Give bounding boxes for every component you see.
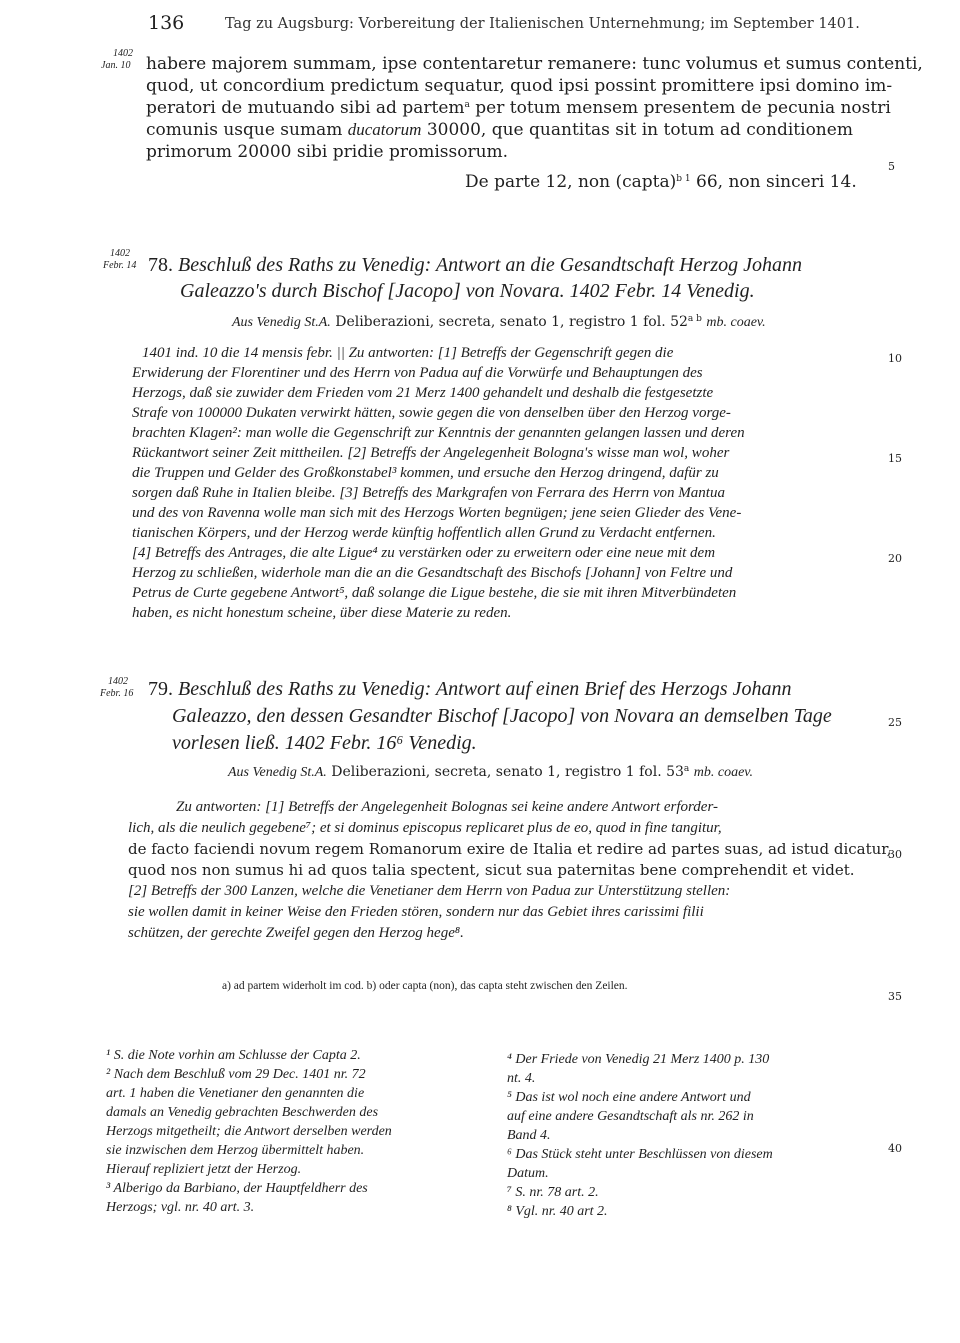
footnote-line: ⁶ Das Stück steht unter Beschlüssen von diesem — [507, 1147, 773, 1162]
text-line: die Truppen und Gelder des Großkonstabel³ kommen, und ersuche den Herzog dringend, dafür zu — [132, 465, 719, 481]
text-fragment: 66, non sinceri 14. — [696, 172, 857, 192]
note-ref: a — [464, 100, 470, 110]
footnote-line: nt. 4. — [507, 1071, 536, 1086]
text-line: haben, es nicht honestum scheine, über diese Materie zu reden. — [132, 605, 512, 621]
source-middle: Deliberazioni, secreta, senato 1, registro 1 fol. 52 — [335, 314, 688, 330]
margin-date-day: Febr. 16 — [100, 688, 134, 699]
line-number: 40 — [888, 1142, 902, 1155]
text-line: habere majorem summam, ipse contentaretur remanere: tunc volumus et sumus contenti, — [146, 54, 923, 74]
footnote-line: Datum. — [507, 1166, 549, 1181]
margin-date-day: Febr. 14 — [103, 260, 137, 271]
note-ref: b 1 — [676, 174, 691, 184]
footnote-line: damals an Venedig gebrachten Beschwerden des — [106, 1105, 379, 1120]
note-ref: a b — [687, 314, 702, 324]
text-line: schützen, der gerechte Zweifel gegen den Herzog hege⁸. — [128, 925, 464, 941]
footnote-line: ⁵ Das ist wol noch eine andere Antwort und — [507, 1090, 751, 1105]
heading-line: Beschluß des Raths zu Venedig: Antwort auf einen Brief des Herzogs Johann — [178, 678, 792, 700]
text-line: [4] Betreffs des Antrages, die alte Ligue⁴ zu verstärken oder zu erweitern oder eine neue mit dem — [132, 545, 716, 561]
text-line: Herzog zu schließen, widerhole man die an die Gesandtschaft des Bischofs [Johann] von Feltre und — [132, 565, 733, 581]
source-line — [228, 763, 753, 782]
heading-line: Galeazzo's durch Bischof [Jacopo] von Novara. 1402 Febr. 14 Venedig. — [180, 280, 755, 302]
footnote-line: ⁷ S. nr. 78 art. 2. — [507, 1185, 599, 1200]
text-fragment: De parte 12, non (capta) — [465, 172, 677, 192]
footnotes-left — [106, 1046, 496, 1217]
source-prefix: Aus Venedig St.A. — [232, 315, 331, 330]
heading-line: vorlesen ließ. 1402 Febr. 16⁶ Venedig. — [172, 732, 477, 754]
document-heading — [148, 676, 791, 702]
page-number: 136 — [148, 12, 185, 34]
footnote-line: Herzogs mitgetheilt; die Antwort derselben werden — [106, 1124, 392, 1139]
document-number: 78. — [148, 254, 173, 276]
text-line: Zu antworten: [1] Betreffs der Angelegenheit Bolognas sei keine andere Antwort erforder- — [176, 799, 718, 815]
text-line: de facto faciendi novum regem Romanorum exire de Italia et redire ad partes suas, ad istud dicatur, — [128, 840, 892, 858]
text-line: quod, ut concordium predictum sequatur, quod ipsi possint promittere ipsi domino im- — [146, 76, 893, 96]
text-line: sorgen daß Ruhe in Italien bleibe. [3] Betreffs des Markgrafen von Ferrara des Herrn von Mantua — [132, 485, 725, 501]
margin-date-day: Jan. 10 — [101, 60, 131, 71]
text-line: Petrus de Curte gegebene Antwort⁵, daß solange die Ligue bestehe, die sie mit ihren Mitverbündeten — [132, 585, 737, 601]
heading-line: Galeazzo, den dessen Gesandter Bischof [Jacopo] von Novara an demselben Tage — [172, 705, 832, 727]
text-fragment: ducatorum — [347, 120, 422, 139]
text-line: Erwiderung der Florentiner und des Herrn von Padua auf die Vorwürfe und Behauptungen des — [132, 365, 703, 381]
footnote-line: Herzogs; vgl. nr. 40 art. 3. — [106, 1200, 255, 1215]
footnote-line: Hierauf repliziert jetzt der Herzog. — [106, 1162, 302, 1177]
line-number: 15 — [888, 452, 902, 465]
line-number: 5 — [888, 160, 895, 173]
text-line: und des von Ravenna wolle man sich mit des Herzogs Worten begnügen; jene seien Glieder des Vene- — [132, 505, 742, 521]
line-number: 10 — [888, 352, 902, 365]
footnote-line: ³ Alberigo da Barbiano, der Hauptfeldherr des — [106, 1181, 368, 1196]
text-line: Herzogs, daß sie zuwider dem Frieden vom 21 Merz 1400 gehandelt und deshalb die festgesetzte — [132, 385, 714, 401]
text-line: primorum 20000 sibi pridie promissorum. — [146, 142, 509, 162]
footnote-line: ⁴ Der Friede von Venedig 21 Merz 1400 p. 130 — [507, 1052, 770, 1067]
source-suffix: mb. coaev. — [693, 765, 753, 780]
line-number: 25 — [888, 716, 902, 729]
footnotes-right — [507, 1050, 877, 1221]
text-line: brachten Klagen²: man wolle die Gegenschrift zur Kenntnis der genannten gelangen lassen und deren — [132, 425, 745, 441]
heading-line: Beschluß des Raths zu Venedig: Antwort an die Gesandtschaft Herzog Johann — [178, 254, 803, 276]
text-line: tianischen Körpers, und der Herzog werde künftig hoffentlich allen Grund zu Verdacht entfernen. — [132, 525, 716, 541]
text-line — [146, 98, 891, 118]
textual-notes: a) ad partem widerholt im cod. b) oder capta (non), das capta steht zwischen den Zeilen. — [222, 980, 628, 992]
text-line: Rückantwort seiner Zeit mittheilen. [2] Betreffs der Angelegenheit Bologna's wisse man wol, woher — [132, 445, 730, 461]
text-line: lich, als die neulich gegebene⁷; et si dominus episcopus replicaret plus de eo, quod in fine tangitur, — [128, 820, 722, 836]
text-line: [2] Betreffs der 300 Lanzen, welche die Venetianer dem Herrn von Padua zur Unterstützung stellen: — [128, 883, 731, 899]
footnote-line: art. 1 haben die Venetianer den genannten die — [106, 1086, 365, 1101]
document-heading — [148, 252, 802, 278]
text-line: quod nos non sumus hi ad quos talia spectent, sicut sua paternitas bene comprehendit et videt. — [128, 861, 855, 879]
footnote-line: ¹ S. die Note vorhin am Schlusse der Capta 2. — [106, 1048, 361, 1063]
text-line: 1401 ind. 10 die 14 mensis febr. || Zu antworten: [1] Betreffs der Gegenschrift gegen die — [142, 345, 674, 361]
line-number: 30 — [888, 848, 902, 861]
footnote-line: ² Nach dem Beschluß vom 29 Dec. 1401 nr. 72 — [106, 1067, 366, 1082]
footnote-line: ⁸ Vgl. nr. 40 art 2. — [507, 1204, 608, 1219]
footnote-line: Band 4. — [507, 1128, 551, 1143]
source-suffix: mb. coaev. — [706, 315, 766, 330]
text-fragment: 30000, que quantitas sit in totum ad conditionem — [426, 120, 853, 140]
running-title: Tag zu Augsburg: Vorbereitung der Italienischen Unternehmung; im September 1401. — [225, 16, 860, 32]
source-middle: Deliberazioni, secreta, senato 1, registro 1 fol. 53 — [331, 764, 684, 780]
line-number: 35 — [888, 990, 902, 1003]
note-ref: a — [683, 764, 690, 774]
margin-date-year: 1402 — [113, 48, 133, 59]
text-fragment: per totum mensem presentem de pecunia nostri — [475, 98, 891, 118]
text-fragment: comunis usque sumam — [146, 120, 343, 140]
vote-line — [465, 172, 857, 192]
text-line: sie wollen damit in keiner Weise den Frieden stören, sondern nur das Gebiet ihres carissimi filii — [128, 904, 704, 920]
footnote-line: auf eine andere Gesandtschaft als nr. 262 in — [507, 1109, 754, 1124]
line-number: 20 — [888, 552, 902, 565]
text-line — [146, 120, 853, 140]
text-line: Strafe von 100000 Dukaten verwirkt hätten, sowie gegen die von denselben über den Herzog vorge- — [132, 405, 731, 421]
document-number: 79. — [148, 678, 173, 700]
margin-date-year: 1402 — [110, 248, 130, 259]
margin-date-year: 1402 — [108, 676, 128, 687]
source-prefix: Aus Venedig St.A. — [228, 765, 327, 780]
source-line — [232, 313, 766, 332]
text-fragment: peratori de mutuando sibi ad partem — [146, 98, 465, 118]
footnote-line: sie inzwischen dem Herzog übermittelt haben. — [106, 1143, 365, 1158]
